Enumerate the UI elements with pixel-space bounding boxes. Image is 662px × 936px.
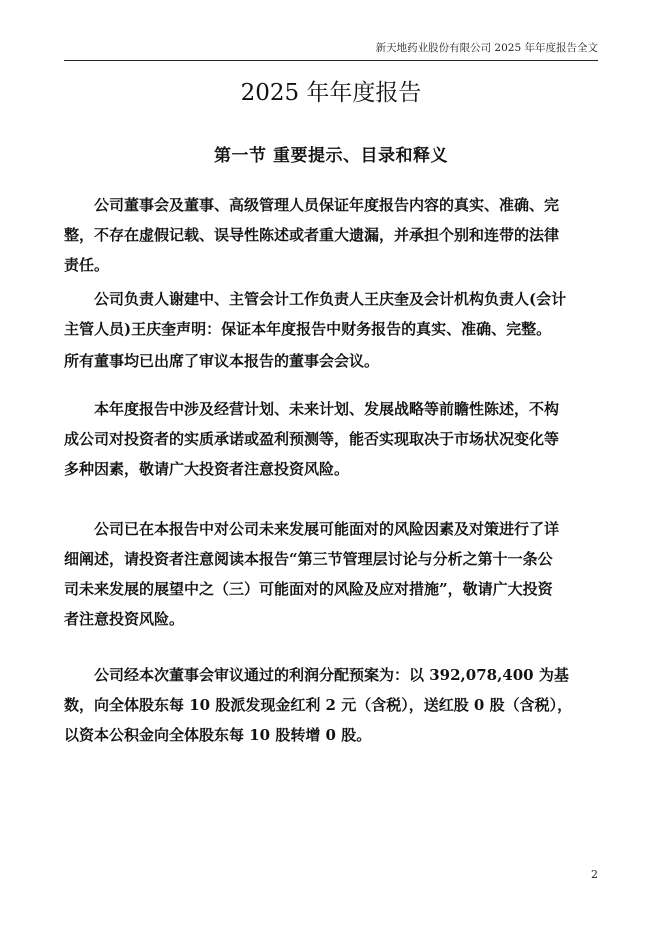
paragraph-line: 司未来发展的展望中之（三）可能面对的风险及应对措施”，敬请广大投资 (64, 580, 553, 598)
paragraph-line: 数，向全体股东每 10 股派发现金红利 2 元（含税），送红股 0 股（含税）， (64, 696, 573, 714)
paragraph-line: 者注意投资风险。 (64, 610, 185, 628)
paragraph-line: 细阐述，请投资者注意阅读本报告“第三节管理层讨论与分析之第十一条公 (64, 550, 553, 568)
paragraph-line: 公司负责人谢建中、主管会计工作负责人王庆奎及会计机构负责人(会计 (94, 290, 567, 308)
paragraph-risk-factors (64, 514, 584, 634)
paragraph-line: 公司董事会及董事、高级管理人员保证年度报告内容的真实、准确、完 (94, 196, 560, 214)
paragraph-line: 本年度报告中涉及经营计划、未来计划、发展战略等前瞻性陈述，不构 (94, 400, 560, 418)
paragraph-responsible-persons (64, 284, 584, 344)
paragraph-line: 成公司对投资者的实质承诺或盈利预测等，能否实现取决于市场状况变化等 (64, 430, 560, 448)
paragraph-line: 以资本公积金向全体股东每 10 股转增 0 股。 (64, 726, 372, 744)
paragraph-line: 公司已在本报告中对公司未来发展可能面对的风险因素及对策进行了详 (94, 520, 560, 538)
paragraph-line: 责任。 (64, 256, 110, 274)
paragraph-profit-distribution (64, 660, 584, 750)
paragraph-forward-looking (64, 394, 584, 484)
paragraph-board-guarantee (64, 190, 584, 280)
paragraph-line: 整，不存在虚假记载、误导性陈述或者重大遗漏，并承担个别和连带的法律 (64, 226, 560, 244)
page-number: 2 (591, 868, 598, 881)
paragraph-line: 多种因素，敬请广大投资者注意投资风险。 (64, 460, 350, 478)
header-rule (64, 60, 598, 61)
paragraph-directors-attendance (64, 346, 584, 376)
paragraph-line: 主管人员)王庆奎声明：保证本年度报告中财务报告的真实、准确、完整。 (64, 320, 552, 338)
document-title: 2025 年年度报告 (240, 80, 422, 106)
paragraph-line: 公司经本次董事会审议通过的利润分配预案为：以 392,078,400 为基 (94, 666, 569, 684)
paragraph-line: 所有董事均已出席了审议本报告的董事会会议。 (64, 352, 380, 370)
section-title: 第一节 重要提示、目录和释义 (214, 146, 448, 166)
running-header: 新天地药业股份有限公司 2025 年年度报告全文 (375, 42, 598, 54)
